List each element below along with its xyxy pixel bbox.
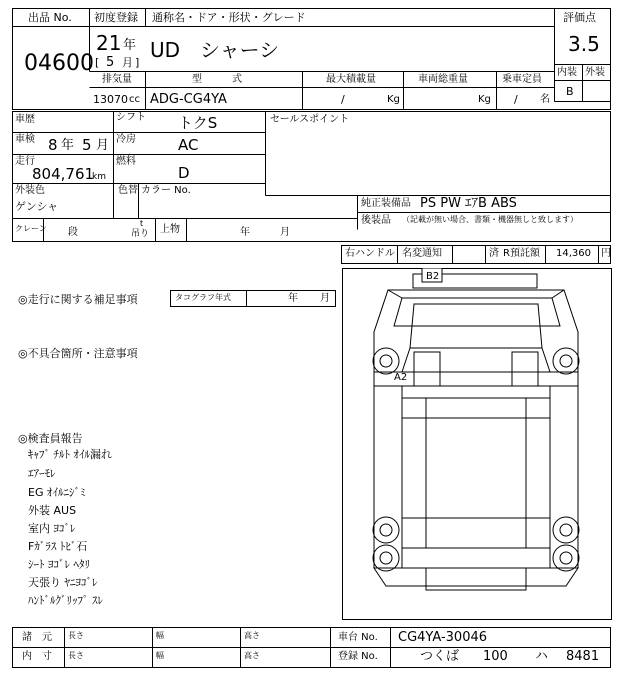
color-change-label: 色替 [118, 185, 138, 196]
inspection-year: 8 [48, 136, 58, 154]
aftermarket-label: 後装品 [361, 215, 391, 226]
aftermarket-note: （記載が無い場合、書類・機器無しと致します） [402, 215, 578, 224]
inspector-item: 室内 ﾖｺﾞﾚ [28, 522, 76, 535]
equipment-value: PS PW ｴｱB ABS [420, 196, 517, 211]
recycle-fee-label: R預託額 [503, 248, 540, 259]
mileage-unit: km [92, 172, 106, 182]
max-load-label: 最大積載量 [326, 74, 376, 85]
fuel-label: 燃料 [116, 156, 136, 167]
registration-class: 100 [483, 649, 508, 664]
registration-year-unit: 年 [123, 38, 137, 53]
recycle-done: 済 [489, 248, 499, 259]
damage-mark-a2: A2 [394, 372, 408, 383]
inner-length-label: 長さ [68, 651, 84, 660]
lot-no-label: 出品 No. [28, 11, 72, 24]
upper-body-year: 年 [240, 227, 250, 238]
max-load-unit: Kg [387, 94, 400, 105]
equipment-label: 純正装備品 [361, 198, 411, 209]
crane-hang: 吊り [131, 229, 150, 239]
history-label: 車歴 [15, 114, 35, 125]
inspection-label: 車検 [15, 134, 35, 145]
inner-dimensions-label: 内 寸 [22, 651, 52, 662]
inspector-item: ｷｬﾌﾞ ﾁﾙﾄ ｵｲﾙ漏れ [28, 448, 112, 461]
shift-value: トクS [178, 114, 218, 132]
inspector-item: EG ｵｲﾙﾆｼﾞﾐ [28, 486, 86, 499]
inspector-item: ｴｱｰﾓﾚ [28, 467, 56, 480]
height-label: 高さ [244, 631, 260, 640]
first-registration-label: 初度登録 [94, 11, 138, 24]
displacement-value: 13070 [93, 93, 128, 106]
inner-height-label: 高さ [244, 651, 260, 660]
width-label: 幅 [156, 631, 164, 640]
crane-stage: 段 [68, 227, 78, 238]
capacity-label: 乗車定員 [502, 74, 542, 85]
vehicle-condition-diagram [342, 268, 612, 620]
mileage-label: 走行 [15, 156, 35, 167]
chassis-number: CG4YA-30046 [398, 630, 488, 645]
registration-kana: ハ [535, 649, 549, 664]
dimensions-label: 諸 元 [22, 632, 52, 643]
driving-notes-heading: ◎走行に関する補足事項 [18, 293, 138, 306]
registration-month-open: [ [95, 56, 100, 69]
upper-body-month: 月 [280, 227, 290, 238]
inspector-item: Fｶﾞﾗｽ ﾄﾋﾞ石 [28, 540, 88, 553]
registration-plate-number: 8481 [566, 649, 600, 664]
overall-score: 3.5 [568, 32, 600, 56]
yen-unit: 円 [601, 248, 611, 259]
length-label: 長さ [68, 631, 84, 640]
color-label: 外装色 [15, 185, 45, 196]
inspector-report-heading: ◎検査員報告 [18, 432, 83, 445]
sales-point-label: セールスポイント [270, 114, 350, 125]
score-label: 評価点 [563, 11, 596, 24]
mileage-value: 804,761 [32, 165, 95, 183]
registration-region: つくば [420, 649, 460, 664]
tachograph-label: タコグラフ年式 [175, 293, 231, 302]
vehicle-name: UD シャーシ [150, 38, 280, 62]
inspector-item: 天張り ﾔﾆﾖｺﾞﾚ [28, 576, 98, 589]
interior-grade-label: 内装 [557, 67, 577, 78]
inspector-item: 外装 AUS [28, 504, 77, 517]
registration-month-close: ] [135, 56, 140, 69]
fuel-value: D [178, 164, 190, 182]
max-load-value: / [341, 93, 345, 106]
damage-mark-b2: B2 [426, 271, 440, 282]
crane-label: クレーン [15, 224, 47, 233]
inspection-month-unit: 月 [96, 138, 110, 153]
crane-tonnage: t [140, 219, 144, 228]
registration-year: 21 [96, 31, 122, 55]
exterior-grade-label: 外装 [585, 67, 605, 78]
rhd-flag: 右ハンドル [345, 248, 395, 259]
tachograph-year: 年 [288, 293, 298, 304]
inspection-month: 5 [82, 136, 92, 154]
model-label: 型 式 [192, 74, 242, 85]
upper-body-label: 上物 [160, 224, 180, 235]
model-value: ADG-CG4YA [150, 92, 227, 107]
inspector-item: ﾊﾝﾄﾞﾙｸﾞﾘｯﾌﾟ ｽﾚ [28, 594, 103, 607]
displacement-label: 排気量 [102, 74, 132, 85]
ac-label: 冷房 [116, 134, 136, 145]
color-number-label: カラー No. [141, 185, 191, 196]
registration-number-label: 登録 No. [338, 651, 378, 662]
inspection-year-unit: 年 [61, 138, 75, 153]
registration-month-unit: 月 [122, 56, 133, 69]
registration-month: 5 [106, 55, 115, 70]
defects-heading: ◎不具合箇所・注意事項 [18, 347, 138, 360]
gross-weight-unit: Kg [478, 94, 491, 105]
displacement-unit: cc [129, 94, 140, 105]
name-change-label: 名変通知 [402, 248, 442, 259]
color-value: ゲンシャ [15, 200, 59, 213]
inspector-item: ｼｰﾄ ﾖｺﾞﾚ ﾍﾀﾘ [28, 558, 90, 571]
shift-label: シフト [116, 112, 146, 123]
capacity-value: / [514, 93, 518, 106]
capacity-unit: 名 [540, 94, 550, 105]
lot-number: 04600 [24, 51, 94, 76]
ac-value: AC [178, 136, 199, 154]
inner-width-label: 幅 [156, 651, 164, 660]
recycle-fee-value: 14,360 [556, 248, 591, 259]
gross-weight-label: 車両総重量 [418, 74, 468, 85]
chassis-number-label: 車台 No. [338, 632, 378, 643]
vehicle-name-label: 通称名・ドア・形状・グレード [152, 11, 306, 24]
tachograph-month: 月 [320, 293, 330, 304]
interior-grade: B [566, 85, 574, 98]
